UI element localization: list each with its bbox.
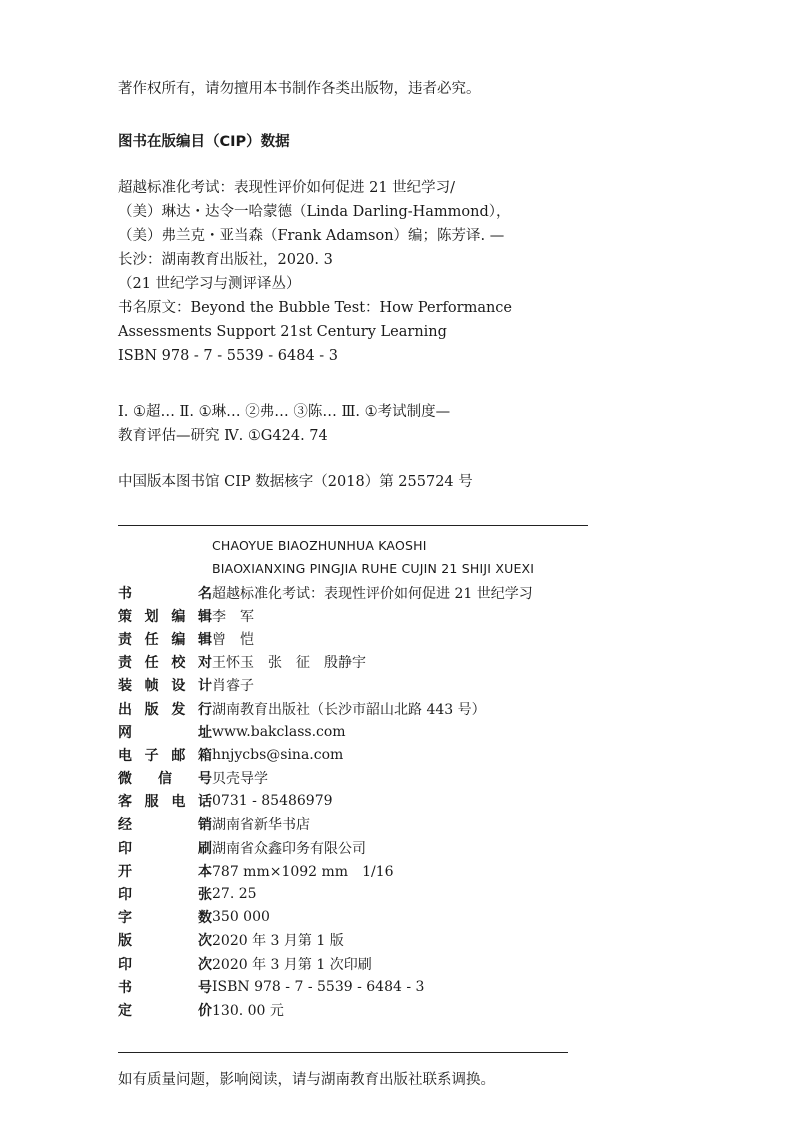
credit-row (118, 697, 533, 720)
top-divider (118, 525, 588, 526)
credit-value: 2020 年 3 月第 1 版 (212, 933, 344, 950)
credit-row (118, 813, 533, 836)
credit-row (118, 674, 533, 697)
credit-row (118, 952, 533, 975)
credit-row (118, 767, 533, 790)
credit-label: 网 址 (118, 724, 212, 741)
credit-label: 印 刷 (118, 840, 212, 857)
credit-row (118, 859, 533, 882)
pinyin-title-line: CHAOYUE BIAOZHUNHUA KAOSHI (212, 538, 427, 553)
cip-data-block (118, 176, 512, 368)
credit-value: www.bakclass.com (212, 723, 346, 740)
copyright-notice: 著作权所有，请勿擅用本书制作各类出版物，违者必究。 (118, 81, 481, 97)
credit-label: 印 张 (118, 887, 212, 904)
credit-value: 李 军 (212, 608, 254, 625)
credit-value: 超越标准化考试：表现性评价如何促进 21 世纪学习 (212, 585, 533, 602)
credit-row (118, 720, 533, 743)
footer-notice: 如有质量问题，影响阅读，请与湖南教育出版社联系调换。 (118, 1072, 495, 1088)
credit-value: 130. 00 元 (212, 1002, 284, 1019)
credit-row (118, 998, 533, 1021)
credit-row (118, 906, 533, 929)
credit-label: 版 次 (118, 933, 212, 950)
credit-value: ISBN 978 - 7 - 5539 - 6484 - 3 (212, 978, 425, 995)
credit-label: 责 任 校 对 (118, 655, 212, 672)
credit-label: 书 号 (118, 979, 212, 996)
credit-label: 装 帧 设 计 (118, 678, 212, 695)
pinyin-title-line: BIAOXIANXING PINGJIA RUHE CUJIN 21 SHIJI XUEXI (212, 561, 535, 576)
credit-value: 787 mm×1092 mm 1/16 (212, 863, 394, 880)
cip-heading: 图书在版编目（CIP）数据 (118, 134, 290, 150)
credit-row (118, 929, 533, 952)
classification-line: Ⅰ. ①超… Ⅱ. ①琳… ②弗… ③陈… Ⅲ. ①考试制度— (118, 404, 451, 420)
cip-record-number: 中国版本图书馆 CIP 数据核字（2018）第 255724 号 (118, 474, 473, 490)
cip-line: （21 世纪学习与测评译丛） (118, 276, 301, 292)
cip-line: Assessments Support 21st Century Learning (118, 324, 447, 340)
credit-label: 开 本 (118, 863, 212, 880)
credit-value: 曾 恺 (212, 631, 254, 648)
credit-value: 湖南省众鑫印务有限公司 (212, 840, 366, 857)
credit-label: 电 子 邮 箱 (118, 747, 212, 764)
classification-line: 教育评估—研究 Ⅳ. ①G424. 74 (118, 428, 328, 444)
credit-value: 王怀玉 张 征 殷静宇 (212, 655, 366, 672)
credit-value: 湖南省新华书店 (212, 817, 310, 834)
cip-line: （美）琳达・达令一哈蒙德（Linda Darling-Hammond）， (118, 204, 511, 220)
credit-row (118, 627, 533, 650)
bottom-divider (118, 1052, 568, 1053)
cip-line: 书名原文：Beyond the Bubble Test：How Performance (118, 300, 512, 316)
classification-block (118, 400, 450, 448)
credit-value: 湖南教育出版社（长沙市韶山北路 443 号） (212, 701, 486, 718)
credit-label: 策 划 编 辑 (118, 608, 212, 625)
credit-value: 0731 - 85486979 (212, 793, 333, 810)
credit-label: 定 价 (118, 1002, 212, 1019)
credit-label: 责 任 编 辑 (118, 631, 212, 648)
credit-label: 书 名 (118, 585, 212, 602)
cip-line: （美）弗兰克・亚当森（Frank Adamson）编；陈芳译. — (118, 228, 505, 244)
credit-label: 出 版 发 行 (118, 701, 212, 718)
credit-label: 经 销 (118, 817, 212, 834)
credit-row (118, 836, 533, 859)
credit-value: 2020 年 3 月第 1 次印刷 (212, 956, 372, 973)
credit-row (118, 790, 533, 813)
credit-value: 27. 25 (212, 886, 257, 903)
credit-label: 客 服 电 话 (118, 794, 212, 811)
credit-value: hnjycbs@sina.com (212, 746, 344, 763)
credit-row (118, 743, 533, 766)
credit-row (118, 581, 533, 604)
credit-row (118, 651, 533, 674)
credit-label: 印 次 (118, 956, 212, 973)
credit-value: 350 000 (212, 909, 270, 926)
cip-line: ISBN 978 - 7 - 5539 - 6484 - 3 (118, 348, 339, 364)
credit-value: 肖睿子 (212, 678, 254, 695)
credit-label: 微 信 号 (118, 771, 212, 788)
credit-row (118, 604, 533, 627)
cip-line: 超越标准化考试：表现性评价如何促进 21 世纪学习/ (118, 180, 456, 196)
credits-table (118, 581, 533, 1022)
credit-label: 字 数 (118, 910, 212, 927)
credit-row (118, 975, 533, 998)
cip-line: 长沙：湖南教育出版社，2020. 3 (118, 252, 333, 268)
credit-row (118, 882, 533, 905)
credit-value: 贝壳导学 (212, 771, 268, 788)
